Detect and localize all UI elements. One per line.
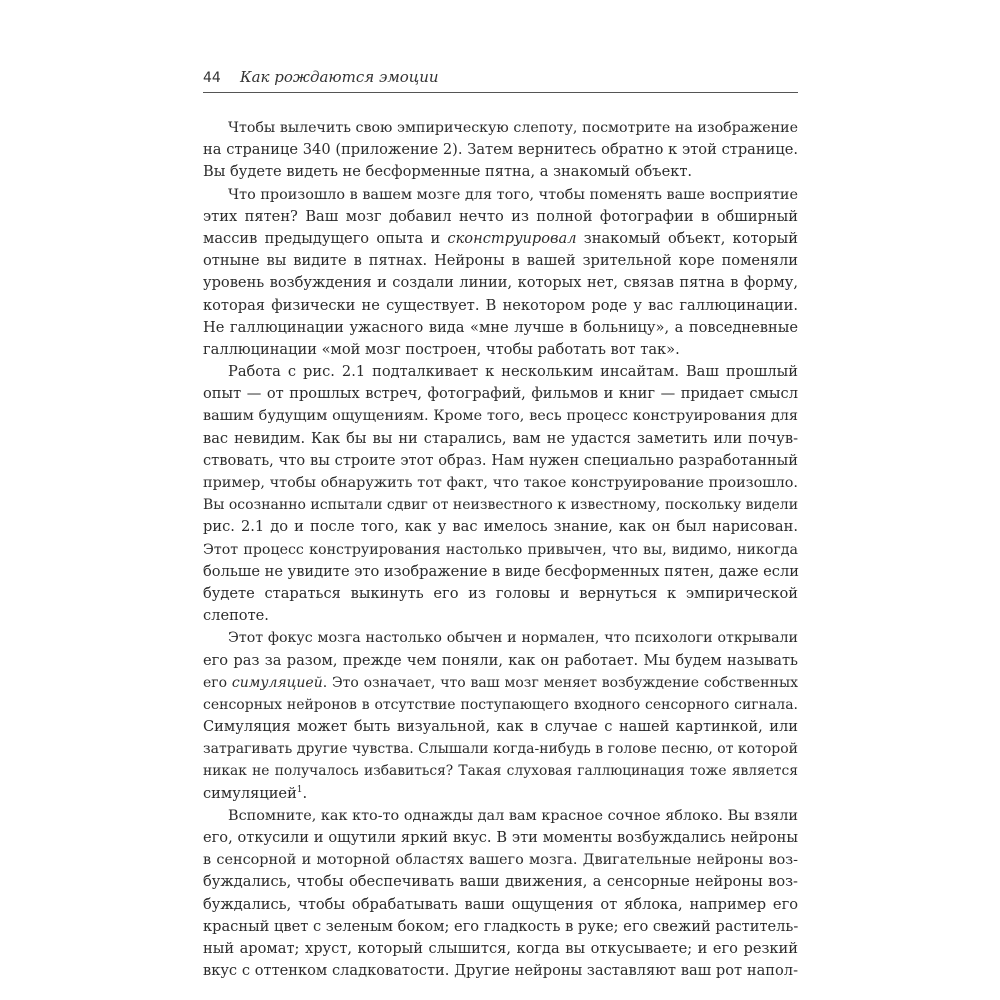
book-page <box>203 66 798 982</box>
running-head <box>203 66 798 93</box>
text-line: сенсорных нейронов в отсутствие поступающего входного сенсорного сигнала. <box>203 696 798 713</box>
text-line: вас невидим. Как бы вы ни старались, вам не удастся заметить или почув- <box>203 429 798 447</box>
text-segment: . <box>302 784 308 802</box>
text-segment: знакомый объект, который <box>583 229 799 247</box>
text-line: Вы будете видеть не бесформенные пятна, а знакомый объект. <box>203 163 693 181</box>
text-line: красный цвет с зеленым боком; его гладкость в руке; его свежий раститель- <box>203 917 799 935</box>
text-segment: симуляцией <box>203 784 297 802</box>
body-text <box>203 117 798 982</box>
text-line: ствовать, что вы строите этот образ. Нам нужен специально разработанный <box>203 451 798 469</box>
text-line: Не галлюцинации ужасного вида «мне лучше в больницу», а повседневные <box>203 318 798 336</box>
text-line: Вспомните, как кто-то однажды дал вам красное сочное яблоко. Вы взяли <box>228 807 798 824</box>
text-line: которая физически не существует. В некотором роде у вас галлюцинации. <box>203 296 798 314</box>
text-line: Работа с рис. 2.1 подталкивает к нескольким инсайтам. Ваш прошлый <box>228 363 798 381</box>
text-line: на странице 340 (приложение 2). Затем вернитесь обратно к этой странице. <box>203 141 798 159</box>
text-line: в сенсорной и моторной областях вашего мозга. Двигательные нейроны воз- <box>203 852 798 869</box>
emphasis: сконструировал <box>447 229 577 247</box>
paragraph <box>203 184 798 362</box>
text-line: затрагивать другие чувства. Слышали когда-нибудь в голове песню, от которой <box>203 741 798 758</box>
emphasis: симуляцией <box>231 674 323 691</box>
text-line <box>203 783 798 805</box>
text-line: буждались, чтобы обрабатывать ваши ощущения от яблока, например его <box>203 895 798 913</box>
text-line: Симуляция может быть визуальной, как в случае с нашей картинкой, или <box>203 718 798 736</box>
paragraph <box>203 117 798 184</box>
text-line: пример, чтобы обнаружить тот факт, что такое конструирование произошло. <box>203 475 798 491</box>
text-line: его раз за разом, прежде чем поняли, как он работает. Мы будем называть <box>203 651 798 669</box>
text-line: никак не получалось избавиться? Такая слуховая галлюцинация тоже является <box>203 763 798 780</box>
text-line: отныне вы видите в пятнах. Нейроны в вашей зрительной коре поменяли <box>203 252 798 270</box>
text-line: его, откусили и ощутили яркий вкус. В эти моменты возбуждались нейроны <box>203 829 798 846</box>
text-line: этих пятен? Ваш мозг добавил нечто из полной фотографии в обширный <box>203 207 798 225</box>
text-line: Этот процесс конструирования настолько привычен, что вы, видимо, никогда <box>203 541 798 558</box>
text-line: Этот фокус мозга настолько обычен и нормален, что психологи открывали <box>228 630 798 647</box>
text-line: рис. 2.1 до и после того, как у вас имелось знание, как он был нарисован. <box>203 518 798 536</box>
text-segment: . Это означает, что ваш мозг меняет возбуждение собственных <box>322 674 799 691</box>
text-line <box>203 228 798 250</box>
text-line: опыт — от прошлых встреч, фотографий, фильмов и книг — придает смысл <box>203 385 798 403</box>
text-line: Что произошло в вашем мозге для того, чтобы поменять ваше восприятие <box>228 186 798 203</box>
text-line: больше не увидите это изображение в виде бесформенных пятен, даже если <box>203 562 799 580</box>
footnote-marker[interactable]: 1 <box>296 784 303 795</box>
text-line: слепоте. <box>203 607 269 625</box>
page-number: 44 <box>203 70 221 86</box>
chapter-title: Как рождаются эмоции <box>240 68 439 86</box>
text-line: Вы осознанно испытали сдвиг от неизвестного к известному, поскольку видели <box>203 497 799 514</box>
paragraph <box>203 361 798 627</box>
text-line: вашим будущим ощущениям. Кроме того, весь процесс конструирования для <box>203 408 798 425</box>
text-segment: его <box>203 674 228 691</box>
text-line: ный аромат; хруст, который слышится, когда вы откусываете; и его резкий <box>203 939 798 957</box>
text-line <box>203 672 798 694</box>
text-line: буждались, чтобы обеспечивать ваши движения, а сенсорные нейроны воз- <box>203 873 798 891</box>
paragraph <box>203 805 798 983</box>
paragraph <box>203 627 798 805</box>
text-line: вкус с оттенком сладковатости. Другие нейроны заставляют ваш рот напол- <box>203 962 798 980</box>
text-line: уровень возбуждения и создали линии, которых нет, связав пятна в форму, <box>203 274 798 292</box>
text-line: будете стараться выкинуть его из головы и вернуться к эмпирической <box>203 584 798 602</box>
text-segment: массив предыдущего опыта и <box>203 229 441 247</box>
text-line: галлюцинации «мой мозг построен, чтобы работать вот так». <box>203 340 680 358</box>
text-line: Чтобы вылечить свою эмпирическую слепоту, посмотрите на изображение <box>228 120 798 136</box>
